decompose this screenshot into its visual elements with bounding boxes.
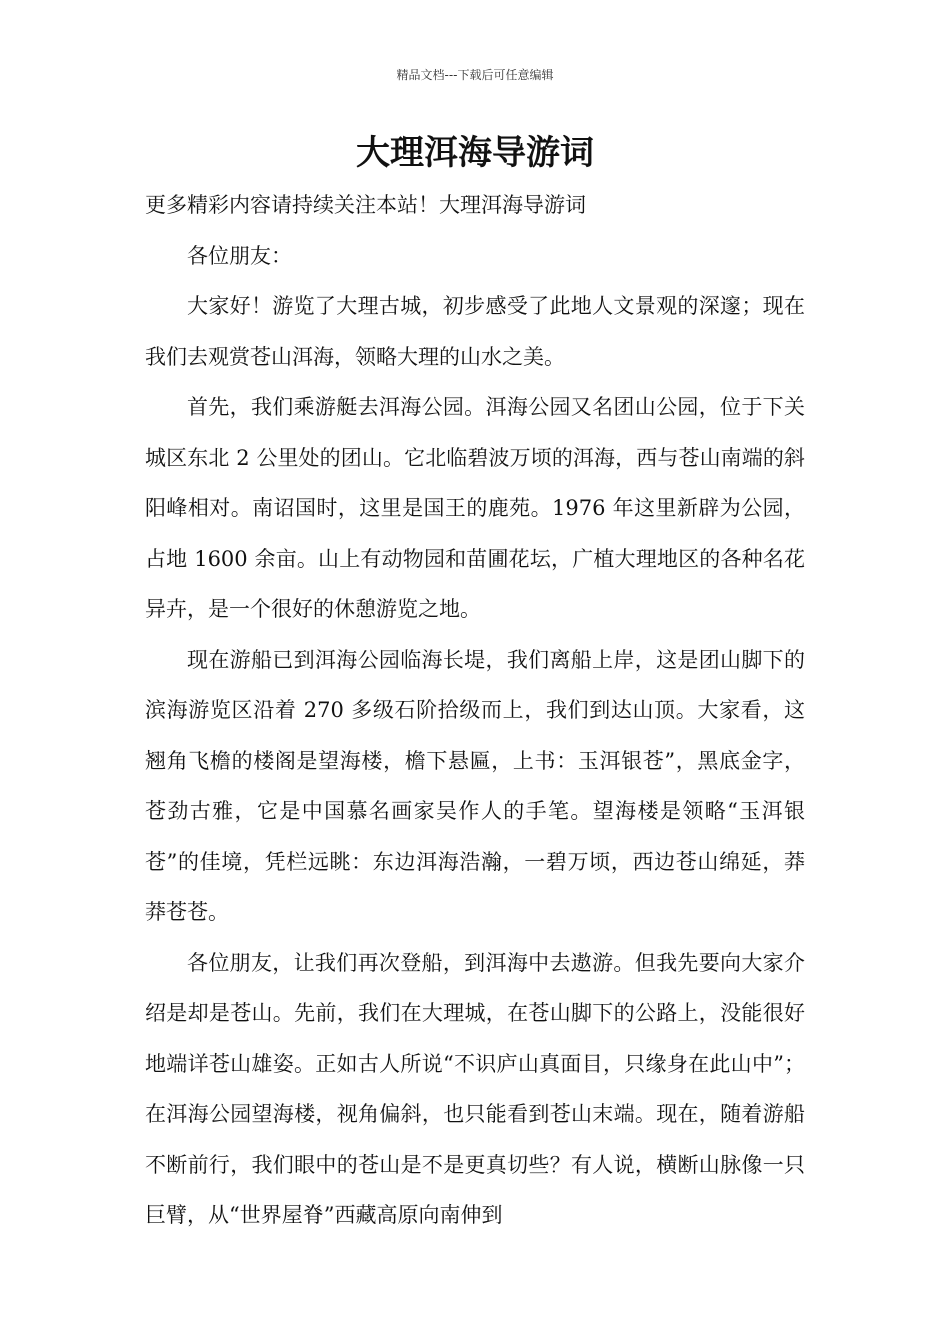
document-title: 大理洱海导游词 <box>356 133 594 173</box>
intro-line: 更多精彩内容请持续关注本站！大理洱海导游词 <box>145 193 586 217</box>
header-note: 精品文档---下载后可任意编辑 <box>396 68 554 82</box>
body-paragraph: 各位朋友，让我们再次登船，到洱海中去遨游。但我先要向大家介绍是却是苍山。先前，我们在大理城，在苍山脚下的公路上，没能很好地端详苍山雄姿。正如古人所说“不识庐山真面目，只缘身在此山中”；在洱海公园望海楼，视角偏斜，也只能看到苍山末端。现在，随着游船不断前行，我们眼中的苍山是不是更真切些？有人说，横断山脉像一只巨臂，从“世界屋脊”西藏高原向南伸到 <box>145 950 805 1227</box>
body-paragraph: 现在游船已到洱海公园临海长堤，我们离船上岸，这是团山脚下的滨海游览区沿着 270 多级石阶拾级而上，我们到达山顶。大家看，这翘角飞檐的楼阁是望海楼，檐下悬匾，上书：玉洱银苍”，黑底金字，苍劲古雅，它是中国慕名画家吴作人的手笔。望海楼是领略“玉洱银苍”的佳境，凭栏远眺：东边洱海浩瀚，一碧万顷，西边苍山绵延，莽莽苍苍。 <box>145 647 805 924</box>
body-paragraph: 大家好！游览了大理古城，初步感受了此地人文景观的深邃；现在我们去观赏苍山洱海，领略大理的山水之美。 <box>145 294 805 369</box>
body-paragraph: 首先，我们乘游艇去洱海公园。洱海公园又名团山公园，位于下关城区东北 2 公里处的团山。它北临碧波万顷的洱海，西与苍山南端的斜阳峰相对。南诏国时，这里是国王的鹿苑。1976 年这里新辟为公园，占地 1600 余亩。山上有动物园和苗圃花坛，广植大理地区的各种名花异卉，是一个很好的休憩游览之地。 <box>145 395 805 621</box>
greeting-paragraph: 各位朋友： <box>187 243 292 268</box>
document-body <box>145 180 805 1241</box>
